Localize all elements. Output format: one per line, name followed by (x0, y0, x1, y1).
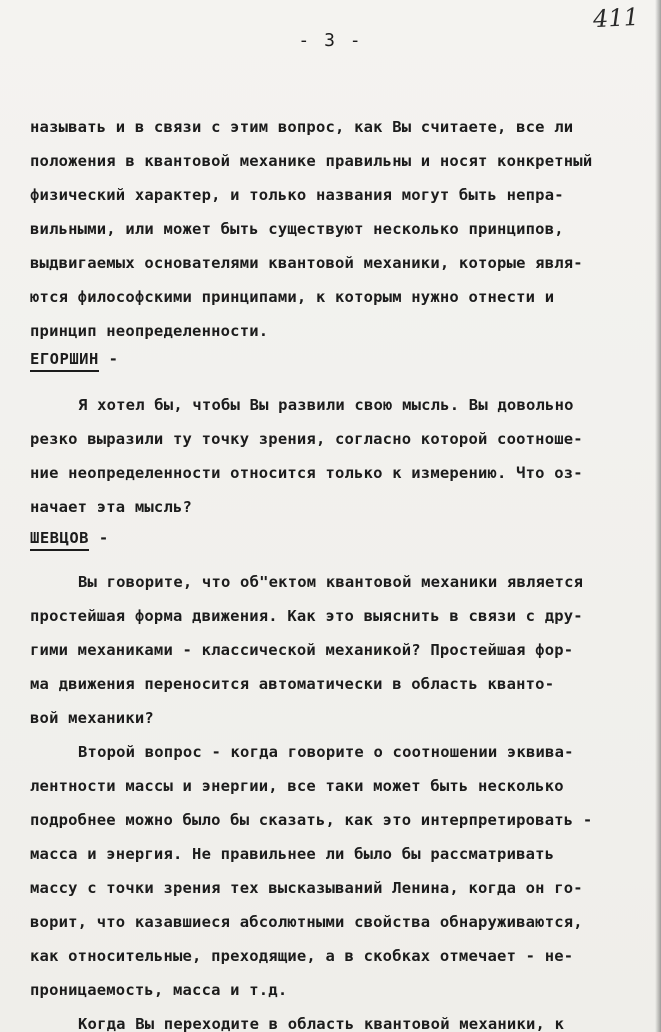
text-line: Второй вопрос - когда говорите о соотношении эквива- (78, 743, 574, 761)
text-line: резко выразили ту точку зрения, согласно которой соотноше- (30, 430, 583, 448)
speaker-dash: - (89, 529, 109, 547)
text-line: лентности массы и энергии, все таки может быть несколько (30, 777, 564, 795)
archive-page-number: 411 (592, 2, 640, 34)
speaker-heading (30, 350, 119, 368)
text-line: как относительные, преходящие, а в скобках отмечает - не- (30, 947, 574, 965)
text-line: ворит, что казавшиеся абсолютными свойства обнаруживаются, (30, 913, 583, 931)
speaker-name: ШЕВЦОВ (30, 529, 89, 551)
speaker-dash: - (98, 350, 119, 368)
text-line: массу с точки зрения тех высказываний Ленина, когда он го- (30, 879, 583, 897)
text-line: масса и энергия. Не правильнее ли было бы рассматривать (30, 845, 555, 863)
page-number: - 3 - (298, 30, 363, 51)
page-edge-shadow (655, 0, 661, 1032)
text-line: проницаемость, масса и т.д. (30, 981, 288, 999)
text-line: положения в квантовой механике правильны и носят конкретный (30, 152, 593, 170)
text-line: начает эта мысль? (30, 498, 193, 516)
text-line: подробнее можно было бы сказать, как это интерпретировать - (30, 811, 593, 829)
text-line: гими механиками - классической механикой? Простейшая фор- (30, 641, 574, 659)
text-line: вильными, или может быть существуют несколько принципов, (30, 220, 564, 238)
speaker-heading (30, 529, 109, 547)
text-line: ние неопределенности относится только к измерению. Что оз- (30, 464, 583, 482)
text-line: называть и в связи с этим вопрос, как Вы считаете, все ли (30, 118, 574, 136)
text-line: выдвигаемых основателями квантовой механики, которые явля- (30, 254, 583, 272)
text-line: Я хотел бы, чтобы Вы развили свою мысль. Вы довольно (78, 396, 574, 414)
text-line: принцип неопределенности. (30, 322, 269, 340)
text-line: ются философскими принципами, к которым нужно отнести и (30, 288, 555, 306)
text-line: физический характер, и только названия могут быть непра- (30, 186, 564, 204)
text-line: Когда Вы переходите в область квантовой механики, к (78, 1015, 565, 1032)
text-line: вой механики? (30, 709, 154, 727)
speaker-name: ЕГОРШИН (30, 350, 99, 372)
text-line: Вы говорите, что об"ектом квантовой механики является (78, 573, 584, 591)
text-line: простейшая форма движения. Как это выяснить в связи с дру- (30, 607, 583, 625)
text-line: ма движения переносится автоматически в область кванто- (30, 675, 555, 693)
